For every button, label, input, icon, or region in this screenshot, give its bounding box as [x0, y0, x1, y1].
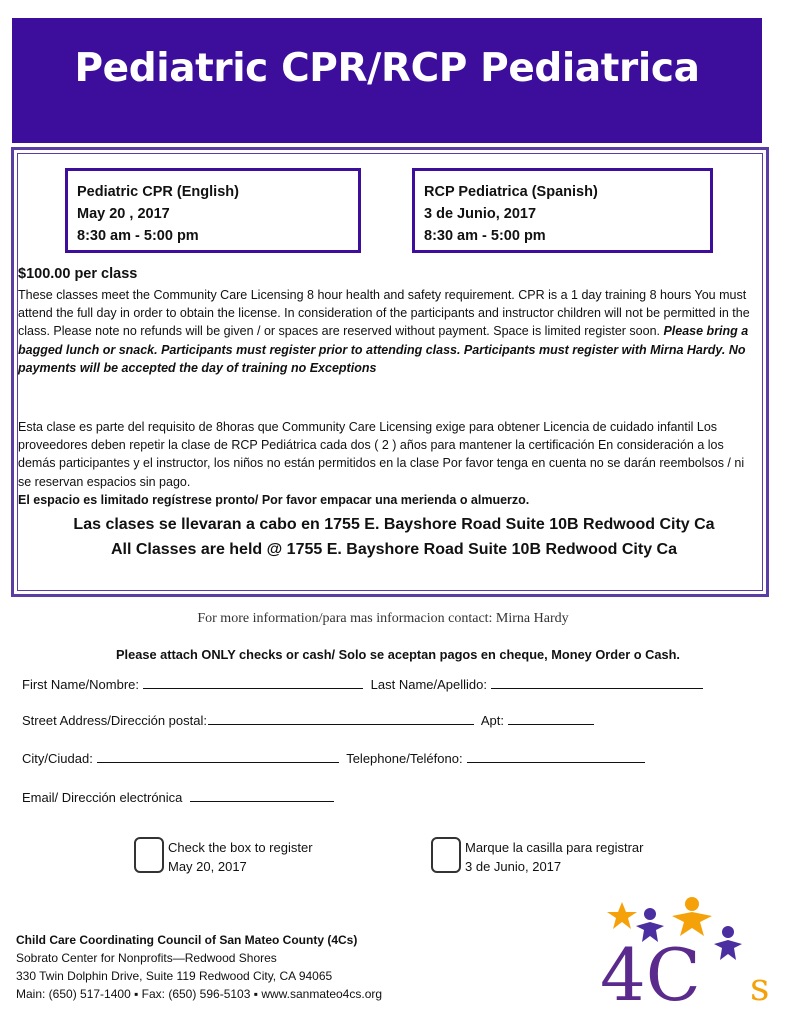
english-body: These classes meet the Community Care Licensing 8 hour health and safety requirement. CPR is a 1 day training 8 hours You must attend the full day in order to obtain the license. In consideration of the participants and instructor children will not be permitted in the class. Please note no refunds will be given / or spaces are reserved without payment. Space is limited register soon. — [18, 288, 750, 339]
last-name-label: Last Name/Apellido: — [370, 677, 487, 692]
register-english-line1: Check the box to register — [168, 840, 313, 855]
footer-phones: Main: (650) 517-1400 ▪ Fax: (650) 596-5103 ▪ www.sanmateo4cs.org — [16, 987, 383, 1001]
telephone-field[interactable] — [467, 751, 645, 763]
first-name-label: First Name/Nombre: — [22, 677, 140, 692]
session-box-english — [65, 168, 361, 253]
spanish-bold-note: El espacio es limitado regístrese pronto/ Por favor empacar una merienda o almuerzo. — [18, 492, 530, 507]
city-field[interactable] — [97, 751, 339, 763]
form-row-name — [22, 677, 707, 692]
logo-star-purple-right-icon — [714, 926, 742, 960]
register-spanish-line1: Marque la casilla para registrar — [465, 840, 644, 855]
apt-field[interactable] — [508, 713, 594, 725]
logo-star-orange-center-icon — [672, 897, 712, 936]
header-banner — [12, 18, 762, 143]
logo-star-orange-left-icon — [607, 902, 637, 929]
session-box-spanish — [412, 168, 713, 253]
email-field[interactable] — [190, 790, 334, 802]
street-address-label: Street Address/Dirección postal: — [22, 713, 207, 728]
footer-org-name: Child Care Coordinating Council of San Mateo County (4Cs) — [16, 933, 358, 947]
register-english-checkbox[interactable] — [134, 837, 164, 873]
price-label: $100.00 per class — [18, 266, 138, 282]
session-title: RCP Pediatrica (Spanish) — [424, 184, 598, 200]
page-title: Pediatric CPR/RCP Pediatrica — [74, 46, 700, 91]
city-label: City/Ciudad: — [22, 751, 93, 766]
spanish-body: Esta clase es parte del requisito de 8horas que Community Care Licensing exige para obtener Licencia de cuidado infantil Los proveedores deben repetir la clase de RCP Pediátrica cada dos ( 2 ) años para mantener la certificación En consideración a los demás participantes y el instructor, los niños no están permitidos en la clase Por favor tenga en cuenta no se darán reembolsos / ni se reservan espacios sin pago. — [18, 420, 745, 489]
payment-note: Please attach ONLY checks or cash/ Solo se aceptan pagos en cheque, Money Order o Cash. — [116, 647, 680, 662]
footer-contact — [16, 931, 382, 1003]
session-date: 3 de Junio, 2017 — [424, 206, 537, 222]
footer-address: 330 Twin Dolphin Drive, Suite 119 Redwood City, CA 94065 — [16, 969, 333, 983]
footer-center: Sobrato Center for Nonprofits—Redwood Shores — [16, 951, 277, 965]
register-spanish-checkbox[interactable] — [431, 837, 461, 873]
telephone-label: Telephone/Teléfono: — [346, 751, 463, 766]
first-name-field[interactable] — [143, 677, 363, 689]
logo-text-s: s — [750, 965, 770, 1009]
register-english-line2: May 20, 2017 — [168, 859, 247, 874]
form-row-city — [22, 751, 649, 766]
4cs-logo — [600, 892, 780, 1012]
session-time: 8:30 am - 5:00 pm — [77, 228, 199, 244]
form-row-email — [22, 790, 338, 805]
contact-line: For more information/para mas informacion contact: Mirna Hardy — [197, 611, 569, 626]
english-emphasis: Please bring a bagged lunch or snack. Participants must register prior to attending class. Participants must register with Mirna Hardy. No payments will be accepted the day of training no Exceptions — [18, 324, 749, 375]
email-label: Email/ Dirección electrónica — [22, 790, 183, 805]
session-title: Pediatric CPR (English) — [77, 184, 239, 200]
form-row-address — [22, 713, 598, 728]
location-spanish: Las clases se llevaran a cabo en 1755 E. Bayshore Road Suite 10B Redwood City Ca — [73, 516, 715, 533]
session-date: May 20 , 2017 — [77, 206, 170, 222]
spanish-description — [18, 418, 758, 509]
logo-text: 4C — [600, 933, 701, 1012]
session-time: 8:30 am - 5:00 pm — [424, 228, 546, 244]
last-name-field[interactable] — [491, 677, 703, 689]
register-english-label — [168, 838, 313, 876]
apt-label: Apt: — [480, 713, 505, 728]
location-english: All Classes are held @ 1755 E. Bayshore Road Suite 10B Redwood City Ca — [110, 541, 677, 558]
register-spanish-label — [465, 838, 643, 876]
english-description — [18, 286, 758, 377]
register-spanish-line2: 3 de Junio, 2017 — [465, 859, 562, 874]
street-address-field[interactable] — [208, 713, 474, 725]
